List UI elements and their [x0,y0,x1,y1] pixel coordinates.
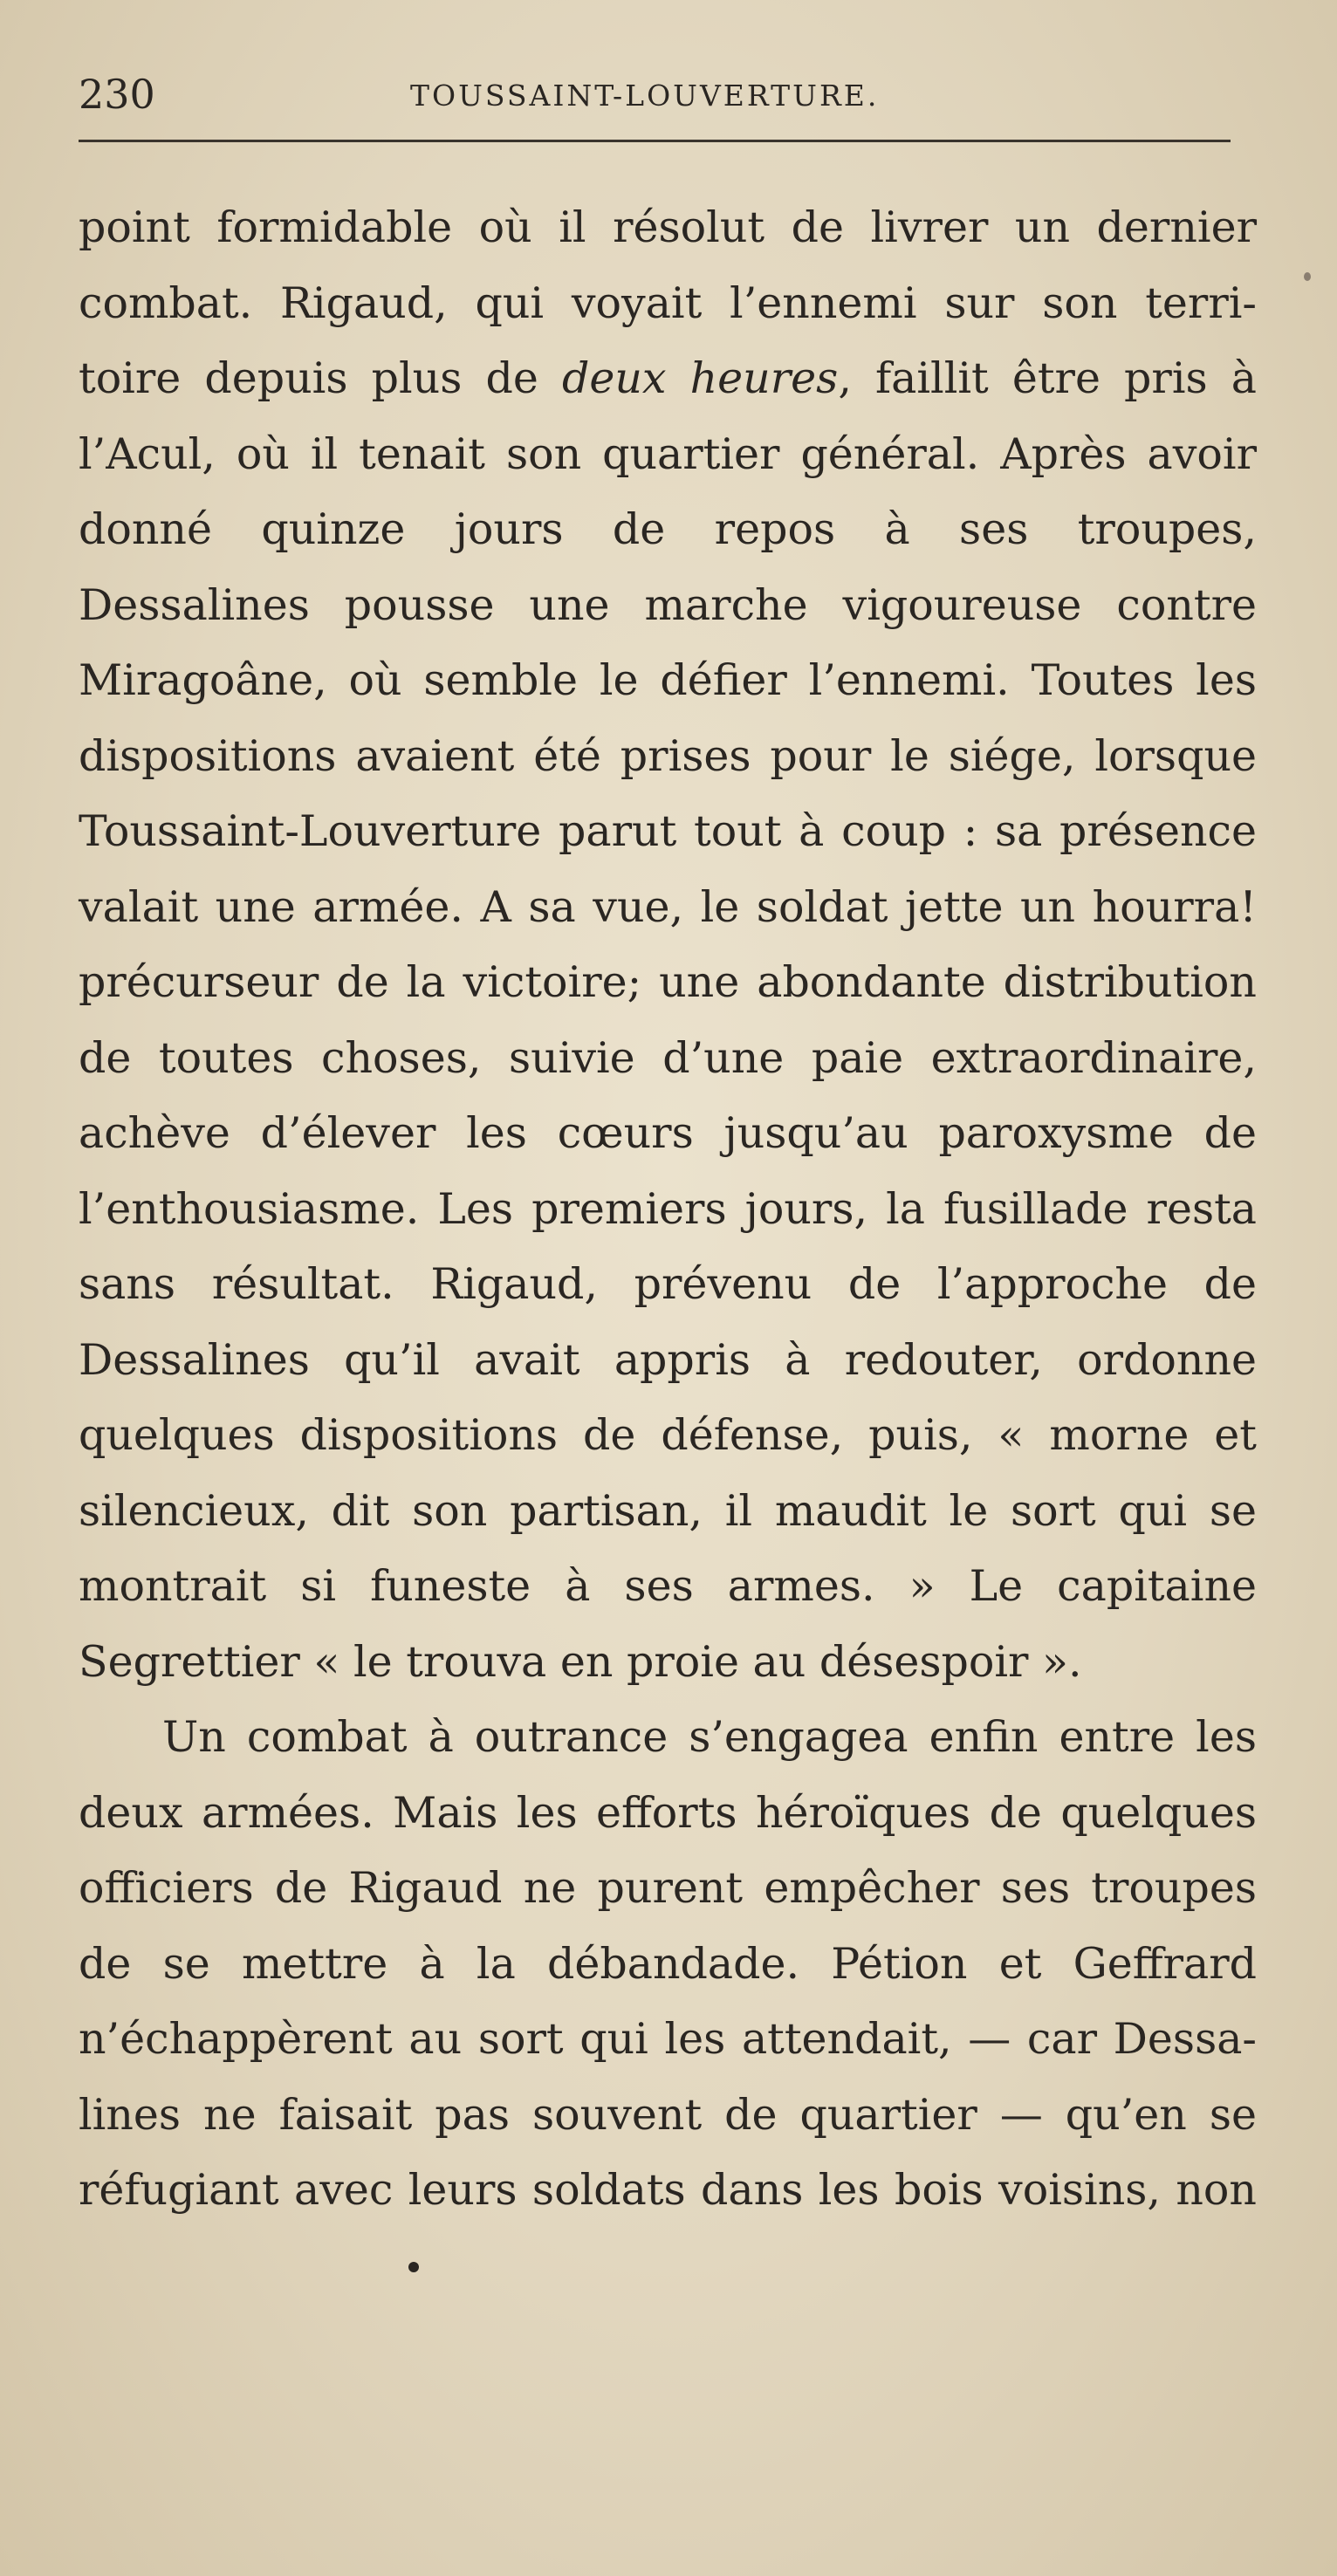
text-line: Miragoâne, où semble le défier l’ennemi. Toutes les [79,655,1257,705]
text-line: donné quinze jours de repos à ses troupes, [79,504,1257,554]
header-rule [79,140,1231,142]
text-line: Toussaint-Louverture parut tout à coup : sa présence [79,806,1257,856]
text-line: sans résultat. Rigaud, prévenu de l’approche de [79,1259,1257,1309]
text-line: de se mettre à la débandade. Pétion et Geffrard [79,1938,1257,1989]
text-line: valait une armée. A sa vue, le soldat jette un hourra! [79,881,1257,932]
text-line: Dessalines qu’il avait appris à redouter, ordonne [79,1334,1257,1385]
text-line: toire depuis plus de deux heures, faillit être pris à [79,353,1257,403]
text-line: Un combat à outrance s’engagea enfin entre les [162,1712,1257,1762]
text-line: officiers de Rigaud ne purent empêcher ses troupes [79,1863,1257,1913]
body-text [79,190,1257,2229]
paragraph-1 [79,190,1257,1700]
paragraph-2 [79,1700,1257,2229]
signature-mark [408,2262,419,2272]
text-line: l’enthousiasme. Les premiers jours, la fusillade resta [79,1183,1257,1234]
italic-phrase: deux heures [561,353,839,403]
text-line: silencieux, dit son partisan, il maudit le sort qui se [79,1485,1257,1536]
text-line: Dessalines pousse une marche vigoureuse contre [79,579,1257,630]
text-line: dispositions avaient été prises pour le siége, lorsque [79,730,1257,781]
page-number: 230 [79,71,155,118]
text-line: quelques dispositions de défense, puis, « morne et [79,1410,1257,1460]
text-line: précurseur de la victoire; une abondante distribution [79,957,1257,1007]
running-head [79,68,1241,120]
text-line: montrait si funeste à ses armes. » Le capitaine [79,1561,1257,1611]
text-line: réfugiant avec leurs soldats dans les bois voisins, non [79,2165,1257,2215]
text-line: deux armées. Mais les efforts héroïques de quelques [79,1787,1257,1838]
margin-speck [1304,272,1311,281]
running-title: TOUSSAINT-LOUVERTURE. [410,79,880,113]
text-line: achève d’élever les cœurs jusqu’au paroxysme de [79,1108,1257,1158]
text-line: n’échappèrent au sort qui les attendait, — car Dessa- [79,2014,1257,2064]
text-line: point formidable où il résolut de livrer un dernier [79,202,1257,252]
text-line: de toutes choses, suivie d’une paie extraordinaire, [79,1032,1257,1083]
text-line: combat. Rigaud, qui voyait l’ennemi sur son terri- [79,277,1257,328]
text-line: l’Acul, où il tenait son quartier général. Après avoir [79,428,1257,479]
text-line: Segrettier « le trouva en proie au désespoir ». [79,1636,1082,1687]
text-line: lines ne faisait pas souvent de quartier — qu’en se [79,2089,1257,2140]
